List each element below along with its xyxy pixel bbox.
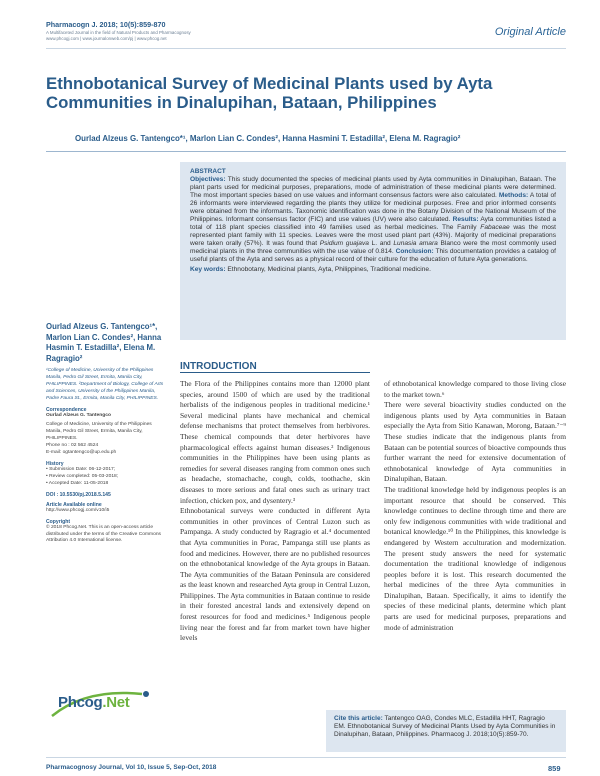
body-column-left <box>180 379 370 644</box>
objectives-label: Objectives: <box>190 176 226 183</box>
copyright-heading: Copyright <box>46 518 71 525</box>
history-heading: History <box>46 460 64 467</box>
logo-text <box>58 694 129 711</box>
cite-label: Cite this article: <box>334 715 383 722</box>
abstract-heading: ABSTRACT <box>190 168 226 175</box>
copyright-text: © 2018 Phcog.Net. This is an open-access article distributed under the terms of the Creative Commons Attribution 4.0 International license. <box>46 524 161 544</box>
intro-paragraph-2: Ethnobotanical surveys were conducted in different Ayta communities in other provinces of Central Luzon such as Pampanga. A study conducted by Ragragio et al.⁴ documented that Ayta communities in Porac, Pampanga still use plants as food and medicines. However, there are no published resources on the ethnobotanical knowledge of the Ayta groups in Bataan. The Ayta communities of the Bataan Peninsula are considered as the least known and researched Ayta group in Central Luzon, Philippines. The Ayta communities in Bataan continue to reside in their forested ancestral lands and extensively depend on forest resources for food and medicines.⁵ Indigenous people living near the forest and far from market town have higher levels <box>180 506 370 643</box>
results-label: Results: <box>452 216 479 224</box>
footer-divider <box>46 757 566 758</box>
introduction-heading: INTRODUCTION <box>180 361 257 372</box>
intro-paragraph-5: The traditional knowledge held by indigenous peoples is an important resource that should be conserved. This knowledge continues to decline through time and there are only few indigenous communities with wide traditional and botanical knowledge.¹⁰ In the Philippines, this knowledge is endangered by Western acculturation and modernization. The present study answers the need for systematic documentation the traditional knowledge of indigenous peoples before it is lost. This research documented the herbal medicines of the three Ayta communities in Dinalupihan, Bataan. Specifically, it aims to identify the species of these medicinal plants, determine which plant parts are used for medicinal purposes, preparations and mode of administration <box>384 484 566 632</box>
history-accepted: • Accepted Date: 11-05-2018 <box>46 480 109 486</box>
logo-phcog: Phcog <box>58 694 103 711</box>
sidebar <box>46 322 168 545</box>
history-review: • Review completed: 05-03-2018; <box>46 473 119 479</box>
results-family: Fabaceae <box>480 224 510 232</box>
methods-text: A total of 26 informants were interviewed regarding the plants they utilize for medicinal purposes. Free and prior informed consents were obtained from the informants. Taxonomic identification was done in the Botany Division of the National Museum of the Philippines. Informant consensus factor (FIC) and use values (UV) were also calculated. <box>190 192 556 224</box>
logo-net: .Net <box>102 694 130 711</box>
correspondence-name: Ourlad Alzeus G. Tantengco <box>46 412 111 418</box>
article-title: Ethnobotanical Survey of Medicinal Plants used by Ayta Communities in Dinalupihan, Bataan, Philippines <box>46 74 493 112</box>
doi-link[interactable]: DOI : 10.5530/pj.2018.5.145 <box>46 491 111 498</box>
article-type-label: Original Article <box>494 26 566 38</box>
page-number: 859 <box>548 764 561 773</box>
results-text-c: L. and <box>368 240 394 248</box>
header-divider <box>46 48 566 49</box>
journal-citation-line: Pharmacogn J. 2018; 10(5):859-870 <box>46 20 166 29</box>
abstract-body <box>190 176 556 265</box>
sidebar-affiliations: ¹College of Medicine, University of the Philippines Manila, Pedro Gil Street, Ermita, Manila City, PHILIPPINES. ²Department of Biology, College of Arts and Sciences, University of the Philippines Manila, Padre Faura St., Ermita, Manila City, PHILIPPINES. <box>46 368 164 401</box>
journal-description: A Multifaceted Journal in the field of Natural Products and Pharmacognosy <box>46 30 191 35</box>
cite-box <box>326 710 566 752</box>
keywords-label: Key words: <box>190 265 226 273</box>
correspondence-email[interactable]: E-mail: ogtantengco@up.edu.ph <box>46 450 117 456</box>
results-text-d: Blanco were the most commonly used medicinal plants in the three communities with the use value of 0.814. <box>190 240 556 256</box>
correspondence-phone: Phone no : 02 562 4524 <box>46 443 99 449</box>
results-species-lunasia: Lunasia amara <box>393 240 438 248</box>
correspondence-heading: Correspondence <box>46 406 87 413</box>
results-species-psidium: Psidium guajava <box>319 240 369 248</box>
author-divider <box>46 151 566 152</box>
author-list: Ourlad Alzeus G. Tantengco*¹, Marlon Lian C. Condes², Hanna Hasmini T. Estadilla², Elena M. Ragragio² <box>75 134 461 143</box>
objectives-text: This study documented the species of medicinal plants used by Ayta communities in Dinalupihan, Bataan. The plant parts used for medicinal purposes, preparations, mode of administration of these medicinal plants were determined. The most important species based on use values and informant consensus factors were also calculated. <box>190 176 556 200</box>
available-online-link[interactable]: http://www.phcogj.com/v10/i5 <box>46 507 110 513</box>
available-online-heading: Article Available online <box>46 501 102 508</box>
results-text-b: was the most represented plant family with 11 species. Leaves were the most used plant part (43%). Majority of medicinal preparations were taken orally (57%). It was found that <box>190 224 556 248</box>
abstract-box <box>180 162 566 340</box>
history-submission: • Submission Date: 06-12-2017; <box>46 466 116 472</box>
methods-label: Methods: <box>498 192 529 200</box>
cite-text: Tantengco OAG, Condes MLC, Estadilla HHT, Ragragio EM. Ethnobotanical Survey of Medicinal Plants Used by Ayta Communities in Dinalupihan, Bataan, Philippines. Pharmacog J. 2018;10(5):859-70. <box>334 715 556 738</box>
intro-paragraph-3: of ethnobotanical knowledge compared to those living close to the market town.⁶ <box>384 379 566 399</box>
page-header <box>46 20 566 70</box>
keywords-text: Ethnobotany, Medicinal plants, Ayta, Philippines, Traditional medicine. <box>225 265 431 273</box>
phcog-net-logo <box>46 686 164 726</box>
introduction-underline <box>180 372 370 373</box>
correspondence-address: College of Medicine, University of the Philippines Manila, Pedro Gil Street, Ermita, Manila City, PHILIPPINES. <box>46 422 152 442</box>
body-column-right <box>384 379 566 633</box>
sidebar-author-names: Ourlad Alzeus G. Tantengco¹*, Marlon Lian C. Condes², Hanna Hasmin T. Estadilla², Elena M. Ragragio² <box>46 322 162 363</box>
journal-links[interactable]: www.phcogj.com | www.journalonweb.com/pj | www.phcog.net <box>46 36 167 41</box>
results-text-a: Ayta communities listed a total of 118 plant species classified into 49 families used as herbal medicines. The Family <box>190 216 556 232</box>
footer-journal: Pharmacognosy Journal, Vol 10, Issue 5, Sep-Oct, 2018 <box>46 764 217 771</box>
intro-paragraph-1: The Flora of the Philippines contains more than 12000 plant species, around 1500 of which are used by the traditional herbalists of the indigenous peoples in traditional medicine.¹ Several medicinal plants have mechanical and chemical defense mechanisms that protect themselves from herbivores. These chemical compounds that deter herbivores have pharmacological effects against human diseases.² Indigenous communities in the Philippines have been using plants as remedies for several diseases ranging from common ones such as headache, stomachache, cough, colds, toothache, skin diseases to more serious and fatal ones such as urinary tract infection, chicken pox, and dysentery.³ <box>180 379 370 505</box>
keywords-line <box>190 266 556 274</box>
conclusion-text: This documentation provides a catalog of useful plants of the Ayta and serves as a physical record of their culture for the education of future Ayta generations. <box>190 248 557 264</box>
intro-paragraph-4: There were several bioactivity studies conducted on the indigenous plants used by Ayta communities in Bataan especially the Ayta from Sitio Kanawan, Morong, Bataan.⁷⁻⁹ These studies indicate that the indigenous plants from Bataan can be potential sources of bioactive compounds thus further warrant the need for extensive documentation of ethnobotanical knowledge of Ayta communities in Dinalupihan, Bataan. <box>384 400 566 484</box>
conclusion-label: Conclusion: <box>395 248 434 256</box>
